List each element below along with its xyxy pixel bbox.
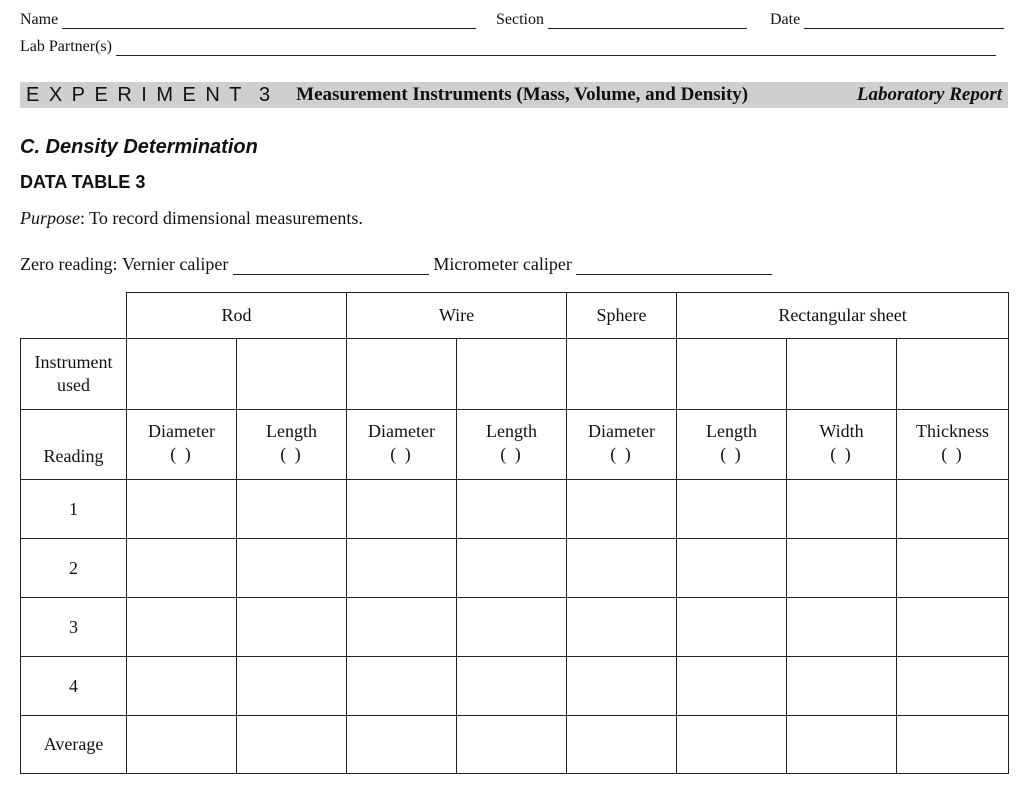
data-cell[interactable] <box>677 480 787 539</box>
laboratory-report-label: Laboratory Report <box>856 84 1002 105</box>
purpose-description: : To record dimensional measurements. <box>80 208 363 228</box>
unit-field[interactable]: ( ) <box>390 444 413 464</box>
experiment-title: Measurement Instruments (Mass, Volume, and Density) <box>296 84 749 105</box>
data-cell[interactable] <box>787 716 897 774</box>
data-cell[interactable] <box>237 657 347 716</box>
name-field[interactable] <box>62 14 476 29</box>
instrument-cell[interactable] <box>127 339 237 410</box>
measurement-header <box>677 410 787 480</box>
measurement-header <box>127 410 237 480</box>
unit-field[interactable]: ( ) <box>941 444 964 464</box>
data-cell[interactable] <box>787 598 897 657</box>
data-cell[interactable] <box>457 716 567 774</box>
unit-field[interactable]: ( ) <box>500 444 523 464</box>
data-cell[interactable] <box>567 657 677 716</box>
data-cell[interactable] <box>457 598 567 657</box>
data-cell[interactable] <box>677 657 787 716</box>
name-label: Name <box>20 11 59 28</box>
data-cell[interactable] <box>457 480 567 539</box>
corner-cell <box>21 293 127 339</box>
data-cell[interactable] <box>787 657 897 716</box>
data-cell[interactable] <box>127 716 237 774</box>
data-cell[interactable] <box>897 657 1009 716</box>
zero-reading-row <box>20 254 772 275</box>
date-label: Date <box>770 11 801 28</box>
data-cell[interactable] <box>347 539 457 598</box>
data-cell[interactable] <box>347 598 457 657</box>
data-cell[interactable] <box>237 598 347 657</box>
row-label: 3 <box>21 598 127 657</box>
experiment-number: 3 <box>259 83 271 106</box>
row-label: 4 <box>21 657 127 716</box>
row-label-average: Average <box>21 716 127 774</box>
experiment-word: EXPERIMENT <box>26 83 252 106</box>
data-cell[interactable] <box>677 716 787 774</box>
measurement-header <box>237 410 347 480</box>
data-cell[interactable] <box>347 716 457 774</box>
vernier-zero-reading-field[interactable] <box>233 258 429 275</box>
lab-partners-field-row <box>20 38 996 56</box>
instrument-used-label: Instrument used <box>21 339 127 410</box>
instrument-row <box>21 339 1009 410</box>
instrument-cell[interactable] <box>787 339 897 410</box>
date-field-row <box>770 11 1004 29</box>
purpose-label: Purpose <box>20 208 80 228</box>
data-cell[interactable] <box>567 598 677 657</box>
measurement-name: Diameter <box>588 421 656 441</box>
unit-field[interactable]: ( ) <box>280 444 303 464</box>
table-row <box>21 716 1009 774</box>
measurement-name: Length <box>266 421 317 441</box>
data-cell[interactable] <box>127 480 237 539</box>
data-cell[interactable] <box>897 598 1009 657</box>
row-label: 2 <box>21 539 127 598</box>
instrument-cell[interactable] <box>897 339 1009 410</box>
table-row <box>21 480 1009 539</box>
data-cell[interactable] <box>787 480 897 539</box>
data-cell[interactable] <box>567 480 677 539</box>
data-cell[interactable] <box>567 539 677 598</box>
instrument-cell[interactable] <box>237 339 347 410</box>
measurement-name: Diameter <box>148 421 215 441</box>
section-field-row <box>496 11 747 29</box>
unit-field[interactable]: ( ) <box>170 444 193 464</box>
data-table <box>20 292 1009 774</box>
group-wire: Wire <box>347 293 567 339</box>
measurement-name: Width <box>819 421 864 441</box>
data-cell[interactable] <box>787 539 897 598</box>
measurement-header <box>897 410 1009 480</box>
micrometer-caliper-label: Micrometer caliper <box>433 254 572 274</box>
name-field-row <box>20 11 476 29</box>
micrometer-zero-reading-field[interactable] <box>576 258 772 275</box>
group-header-row <box>21 293 1009 339</box>
instrument-cell[interactable] <box>347 339 457 410</box>
measurement-header <box>567 410 677 480</box>
row-label: 1 <box>21 480 127 539</box>
purpose-text <box>20 208 363 229</box>
data-cell[interactable] <box>677 539 787 598</box>
measurement-name: Thickness <box>916 421 990 441</box>
data-cell[interactable] <box>127 657 237 716</box>
section-label: Section <box>496 11 544 28</box>
reading-label: Reading <box>21 410 127 480</box>
zero-reading-label: Zero reading: <box>20 254 118 274</box>
data-cell[interactable] <box>567 716 677 774</box>
measurement-header <box>347 410 457 480</box>
data-cell[interactable] <box>457 657 567 716</box>
data-cell[interactable] <box>127 598 237 657</box>
unit-field[interactable]: ( ) <box>720 444 743 464</box>
table-row <box>21 598 1009 657</box>
data-cell[interactable] <box>127 539 237 598</box>
table-row <box>21 539 1009 598</box>
instrument-cell[interactable] <box>677 339 787 410</box>
instrument-cell[interactable] <box>457 339 567 410</box>
instrument-cell[interactable] <box>567 339 677 410</box>
data-cell[interactable] <box>347 657 457 716</box>
data-cell[interactable] <box>457 539 567 598</box>
data-cell[interactable] <box>237 539 347 598</box>
data-table-heading: DATA TABLE 3 <box>20 172 146 192</box>
data-cell[interactable] <box>897 716 1009 774</box>
lab-partners-field[interactable] <box>116 41 996 56</box>
unit-field[interactable]: ( ) <box>830 444 853 464</box>
section-field[interactable] <box>548 14 747 29</box>
experiment-banner <box>20 82 1008 108</box>
data-cell[interactable] <box>347 480 457 539</box>
data-cell[interactable] <box>677 598 787 657</box>
vernier-caliper-label: Vernier caliper <box>121 254 229 274</box>
group-rod: Rod <box>127 293 347 339</box>
measurement-name: Diameter <box>368 421 435 441</box>
data-cell[interactable] <box>237 716 347 774</box>
section-heading: C. Density Determination <box>20 136 258 158</box>
measurement-header-row <box>21 410 1009 480</box>
data-cell[interactable] <box>237 480 347 539</box>
date-field[interactable] <box>804 14 1004 29</box>
group-sphere: Sphere <box>567 293 677 339</box>
measurement-name: Length <box>486 421 538 441</box>
data-cell[interactable] <box>897 539 1009 598</box>
unit-field[interactable]: ( ) <box>610 444 633 464</box>
measurement-header <box>787 410 897 480</box>
data-cell[interactable] <box>897 480 1009 539</box>
table-row <box>21 657 1009 716</box>
measurement-header <box>457 410 567 480</box>
group-rectangular-sheet: Rectangular sheet <box>677 293 1009 339</box>
measurement-name: Length <box>706 421 758 441</box>
lab-partners-label: Lab Partner(s) <box>20 38 112 55</box>
